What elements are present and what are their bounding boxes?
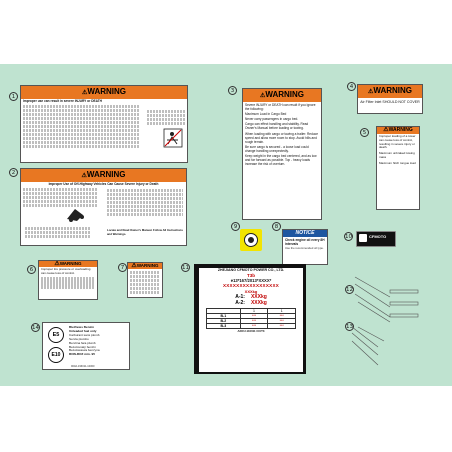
plate-model: T3b: [246, 273, 255, 278]
label1-body: [21, 103, 141, 150]
warning-label-7: [127, 262, 163, 298]
callout-14: 14: [32, 325, 39, 331]
label1-headline: Improper use can result in severe INJURY or DEATH: [23, 99, 102, 103]
plate-mass: XXXkg: [244, 289, 258, 294]
callout-13: 13: [346, 324, 353, 330]
e5-badge: E5: [48, 327, 64, 343]
plate-table-cell: B-1: [207, 314, 241, 319]
tire-warning-label-6: [38, 260, 98, 300]
e10-badge: E10: [48, 347, 64, 363]
plate-table-cell: ***: [268, 319, 296, 324]
warning-triangle-icon: ⚠: [259, 93, 266, 99]
cargo-warning-label-3: [242, 88, 322, 220]
label2-footer: Locate and Read Owner's Manual. Follow All Instructions and Warnings.: [107, 228, 183, 236]
warning-label-2: [20, 168, 187, 246]
warning-label-1: [20, 85, 188, 163]
warning-triangle-icon: ⚠: [54, 261, 60, 267]
rollover-pictogram-icon: [65, 205, 87, 223]
warning-header: ⚠WARNING: [358, 85, 422, 98]
warning-header: ⚠WARNING: [39, 261, 97, 267]
label6-text: Improper tire pressure or overloading can cause loss of control.: [41, 267, 91, 275]
notice-header: NOTICE: [283, 230, 327, 237]
label7-body: [128, 269, 162, 296]
label2-body-bottom: [23, 225, 93, 240]
callout-6: 6: [27, 265, 36, 274]
cfmoto-badge-10: [356, 231, 396, 247]
fuel-text-block: Bleifreies Benzin Unleaded fuel only Carburant sans plomb Senza piombo Benzina fara plumb Bezolovnatý benzín Bezołowiowa benzyna RON-ROZ min. 95: [69, 325, 100, 357]
plate-approval: e13*167/2013*XXXX*: [230, 278, 272, 283]
label2-headline: Improper Use of Off-Highway Vehicles Can Cause Severe Injury or Death: [48, 182, 159, 186]
callout-1: 1: [9, 92, 18, 101]
plate-axle-row-1: A-1: XXXkg: [235, 294, 267, 300]
warning-header: ⚠WARNING: [21, 169, 186, 182]
callout-5: 5: [360, 128, 369, 137]
vehicle-data-plate-11: [194, 264, 306, 374]
warning-header: ⚠WARNING: [377, 127, 419, 134]
warning-header: ⚠WARNING: [21, 86, 187, 99]
plate-table-cell: B-3: [207, 324, 241, 329]
callout-7: 7: [118, 263, 127, 272]
oil-cap-sticker-9: [240, 229, 262, 251]
plate-table-cell: ***: [240, 314, 268, 319]
plate-footer: ADCU-110011 CC/T3: [237, 329, 265, 333]
towing-warning-label-5: [376, 126, 420, 210]
label4-text: Air Filter Inlet SHOULD NOT COVER: [360, 100, 420, 104]
reflector-strip-drawing-13: [350, 325, 390, 375]
label1-side-body: [145, 108, 187, 127]
plate-table-row: [207, 324, 296, 329]
label8-line1: Check engine oil every 8H intervals: [285, 238, 325, 246]
passenger-pictogram-icon: [163, 128, 183, 148]
oil-notice-label-8: [282, 229, 328, 265]
air-filter-warning-label-4: [357, 84, 423, 114]
plate-table-cell: B-2: [207, 319, 241, 324]
warning-triangle-icon: ⚠: [81, 173, 87, 179]
oil-cap-center-icon: [248, 237, 254, 243]
callout-11: 11: [182, 265, 189, 271]
label2-body-left: [21, 186, 99, 209]
label2-body-right: [105, 187, 185, 218]
fuel-label-14: [42, 322, 130, 370]
plate-table-header-cell: 1: [268, 309, 296, 314]
plate-table: [206, 308, 296, 329]
warning-header: ⚠WARNING: [243, 89, 321, 102]
label3-body: Severe INJURY or DEATH can result if you ignore the following: Maximum Load in Cargo Bed Never carry passengers in cargo bed. Cargo can effect handling and stability. Read Owner's Manual before loading or towing. When loading with cargo or towing a trailer: Reduce speed and allow more room to stop. Avoid hills and rough terrain. Be sure cargo is secured - a loose load could change handling unexpectedly. Keep weight in the cargo bed centered, and as low and far forward as possible. Top - heavy loads increase the risk of overturn.: [245, 103, 318, 167]
warning-header: ⚠WARNING: [128, 263, 162, 269]
plate-table-cell: ***: [268, 324, 296, 329]
plate-table-header-cell: 1: [240, 309, 268, 314]
plate-table-cell: ***: [240, 324, 268, 329]
callout-9: 9: [231, 222, 240, 231]
plate-axle-row-2: A-2: XXXkg: [235, 300, 267, 306]
warning-triangle-icon: ⚠: [383, 127, 389, 133]
warning-triangle-icon: ⚠: [367, 89, 374, 95]
callout-10: 10: [345, 234, 352, 240]
plate-table-cell: ***: [240, 319, 268, 324]
label5-body: Improper loading of a tower can cause loss of control, resulting in severe injury or death. Maximum unbraked towing mass Maximum hitch tongue load: [379, 134, 416, 165]
warning-triangle-icon: ⚠: [131, 263, 137, 269]
cfmoto-brand-text: CFMOTO: [369, 234, 387, 239]
callout-8: 8: [272, 222, 281, 231]
cfmoto-logo-icon: [359, 234, 367, 242]
plate-company: ZHEJIANG CFMOTO POWER CO., LTD.: [217, 268, 285, 272]
plate-vin: XXXXXXXXXXXXXXXXX: [222, 283, 280, 288]
warning-triangle-icon: ⚠: [81, 90, 88, 96]
label8-line2: Use the recommended oil type.: [285, 246, 324, 250]
callout-3: 3: [228, 86, 237, 95]
callout-4: 4: [347, 82, 356, 91]
fuel-label-code: 90A0-196011-10300: [71, 365, 95, 368]
callout-12: 12: [346, 287, 353, 293]
label6-body: [39, 277, 97, 288]
plate-table-cell: ***: [268, 314, 296, 319]
callout-2: 2: [9, 168, 18, 177]
